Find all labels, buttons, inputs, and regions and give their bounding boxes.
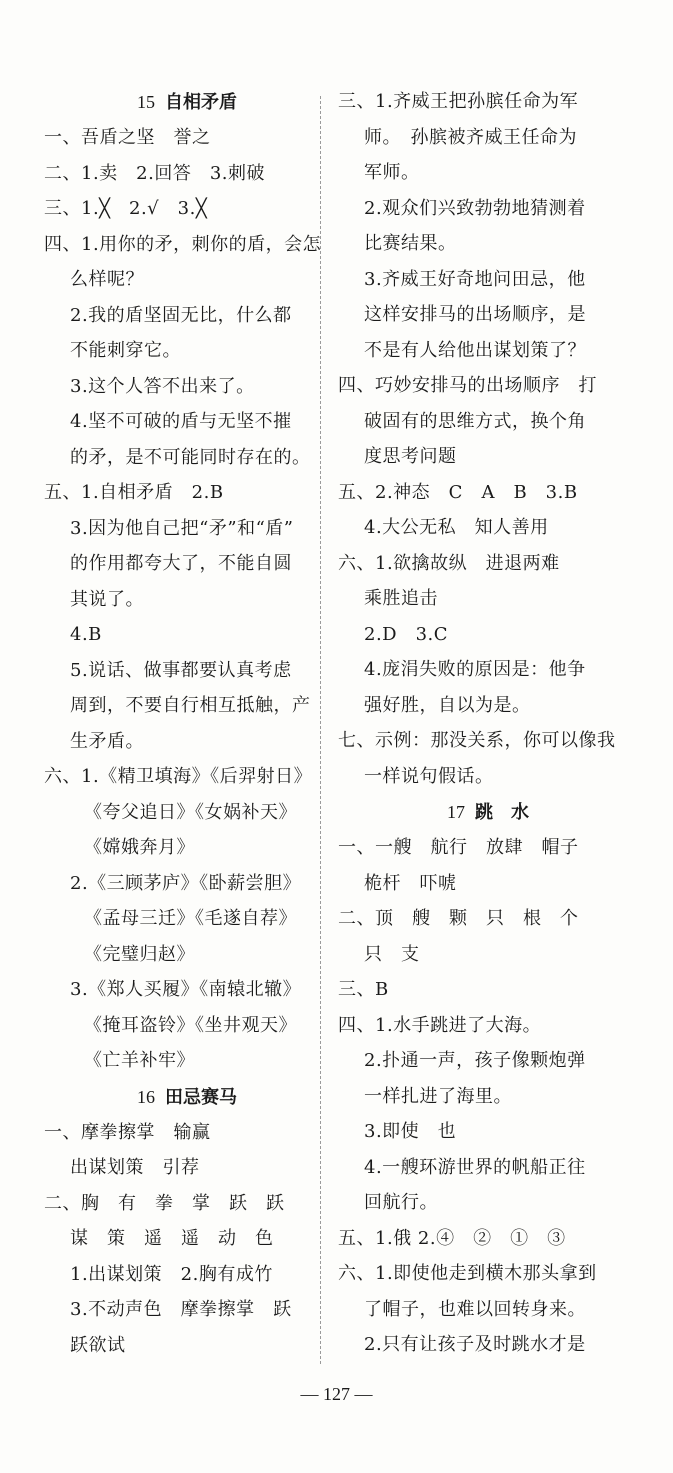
answer-line: 4.坚不可破的盾与无坚不摧 [70, 411, 292, 432]
answer-line: 4.一艘环游世界的帆船正往 [364, 1156, 586, 1178]
answer-line: 生矛盾。 [70, 730, 144, 752]
answer-line: 军师。 [364, 162, 420, 183]
answer-line: 了帽子，也难以回转身来。 [364, 1298, 586, 1320]
answer-line: 四、巧妙安排马的出场顺序 打 [338, 375, 597, 396]
lesson-number: 15 [137, 92, 155, 112]
answer-line: 师。 孙膑被齐威王任命为 [364, 126, 577, 148]
answer-line: 四、1.用你的矛，刺你的盾，会怎 [44, 233, 322, 255]
answer-line: 一、摩拳擦掌 输赢 [44, 1121, 211, 1143]
page-number: — 127 — [300, 1384, 373, 1404]
answer-line: 乘胜追击 [364, 588, 438, 609]
lesson-heading [338, 794, 638, 830]
answer-line: 强好胜，自以为是。 [364, 694, 531, 716]
answer-line: 一、一艘 航行 放肆 帽子 [338, 837, 579, 858]
answer-line: 五、1.俄 2.④ ② ① ③ [338, 1227, 566, 1249]
answer-line: 《嫦娥奔月》 [84, 837, 195, 858]
answer-line: 四、1.水手跳进了大海。 [338, 1014, 542, 1036]
answer-line: 二、胸 有 拳 掌 跃 跃 [44, 1192, 285, 1214]
answer-line: 回航行。 [364, 1192, 438, 1213]
lesson-title: 跳 水 [475, 802, 529, 823]
lesson-number: 16 [137, 1086, 155, 1107]
answer-line: 2.《三顾茅庐》《卧薪尝胆》 [70, 872, 302, 894]
answer-line: 不能刺穿它。 [70, 340, 181, 361]
answer-line: 2.扑通一声，孩子像颗炮弹 [364, 1050, 586, 1071]
lesson-title: 自相矛盾 [165, 92, 237, 113]
answer-line: 3.因为他自己把“矛”和“盾” [70, 517, 294, 539]
right-column [338, 84, 638, 1363]
answer-line: 《夸父追日》《女娲补天》 [84, 801, 297, 823]
lesson-title: 田忌赛马 [165, 1086, 237, 1108]
answer-line: 三、1.齐威王把孙膑任命为军 [338, 91, 579, 112]
answer-line: 1.出谋划策 2.胸有成竹 [70, 1263, 273, 1285]
answer-line: 周到，不要自行相互抵触，产 [70, 695, 311, 716]
answer-line: 4.大公无私 知人善用 [364, 517, 549, 538]
answer-line: 出谋划策 引荐 [70, 1157, 200, 1178]
answer-line: 3.齐威王好奇地问田忌，他 [364, 268, 586, 290]
answer-line: 一、吾盾之坚 誉之 [44, 127, 211, 148]
answer-line: 三、B [338, 979, 389, 1000]
answer-line: 的作用都夸大了，不能自圆 [70, 553, 292, 574]
answer-line: 4.B [70, 624, 102, 645]
lesson-number: 17 [447, 802, 465, 822]
answer-line: 五、2.神态 C A B 3.B [338, 481, 578, 503]
answer-line: 度思考问题 [364, 446, 457, 467]
answer-line: 桅杆 吓唬 [364, 872, 457, 894]
answer-line: 二、1.卖 2.回答 3.刺破 [44, 162, 266, 184]
answer-line: 七、示例：那没关系，你可以像我 [338, 730, 616, 751]
answer-line: 不是有人给他出谋划策了？ [364, 339, 586, 361]
answer-line: 其说了。 [70, 588, 144, 610]
answer-line: 这样安排马的出场顺序，是 [364, 304, 586, 325]
answer-line: 五、1.自相矛盾 2.B [44, 482, 224, 503]
answer-line: 《亡羊补牢》 [84, 1050, 195, 1071]
answer-line: 《掩耳盗铃》《坐井观天》 [84, 1014, 297, 1036]
answer-line: 只 支 [364, 943, 420, 965]
answer-line: 三、1.╳ 2.√ 3.╳ [44, 198, 208, 219]
answer-line: 谋 策 遥 遥 动 色 [70, 1228, 274, 1249]
answer-line: 2.D 3.C [364, 623, 449, 645]
column-divider [320, 96, 321, 1364]
answer-line: 破固有的思维方式，换个角 [364, 410, 586, 432]
lesson-heading [44, 1079, 330, 1115]
answer-line: 《完璧归赵》 [84, 943, 195, 965]
answer-line: 六、1.即使他走到横木那头拿到 [338, 1263, 597, 1284]
answer-line: 二、顶 艘 颗 只 根 个 [338, 908, 579, 929]
answer-line: 六、1.《精卫填海》《后羿射日》 [44, 766, 313, 787]
left-column [44, 84, 330, 1363]
answer-line: 3.这个人答不出来了。 [70, 375, 255, 397]
answer-line: 一样扎进了海里。 [364, 1085, 512, 1107]
answer-line: 4.庞涓失败的原因是：他争 [364, 659, 586, 680]
answer-line: 3.即使 也 [364, 1121, 457, 1142]
answer-line: 3.不动声色 摩拳擦掌 跃 [70, 1299, 292, 1320]
answer-line: 5.说话、做事都要认真考虑 [70, 659, 292, 681]
answer-line: 比赛结果。 [364, 233, 457, 254]
answer-line: 跃欲试 [70, 1334, 126, 1356]
answer-line: 的矛，是不可能同时存在的。 [70, 446, 311, 468]
answer-line: 六、1.欲擒故纵 进退两难 [338, 552, 560, 574]
lesson-heading [44, 84, 330, 120]
answer-line: 《孟母三迁》《毛遂自荐》 [84, 908, 297, 929]
answer-line: 一样说句假话。 [364, 765, 494, 787]
answer-line: 3.《郑人买履》《南辕北辙》 [70, 979, 302, 1000]
answer-line: 2.观众们兴致勃勃地猜测着 [364, 197, 586, 219]
answer-line: 么样呢？ [70, 269, 144, 290]
answer-line: 2.我的盾坚固无比，什么都 [70, 304, 292, 326]
answer-line: 2.只有让孩子及时跳水才是 [364, 1334, 586, 1355]
